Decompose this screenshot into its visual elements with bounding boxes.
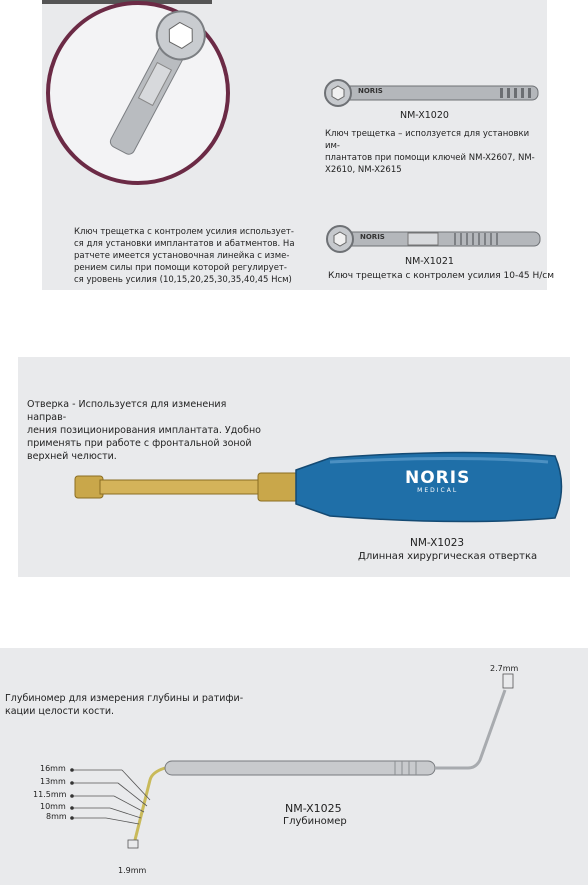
tip-top-label: 2.7mm <box>490 664 519 673</box>
product-code-x1023: NM-X1023 <box>410 537 465 549</box>
depth-gauge-description <box>5 692 265 718</box>
product-code-x1021: NM-X1021 <box>405 256 454 267</box>
tip-bottom-label: 1.9mm <box>118 866 147 875</box>
brand-sub: MEDICAL <box>417 487 459 494</box>
brand-name: NORIS <box>405 468 471 488</box>
ratchet-x1021-brand: NORIS <box>360 233 385 241</box>
ratchet-x1020-brand: NORIS <box>358 87 383 95</box>
x1020-desc-line: Ключ трещетка – исползуется для установки им- <box>325 129 530 151</box>
ratchet-desc-line: ся для установки имплантатов и абатментов. На <box>74 239 295 249</box>
screwdriver-desc-line: Отверка - Используется для изменения направ- <box>27 399 227 423</box>
ratchet-desc-line: ся уровень усилия (10,15,20,25,30,35,40,45 Нсм) <box>74 275 292 285</box>
x1020-desc-line: плантатов при помощи ключей NM-X2607, NM- <box>325 153 535 163</box>
mark-8mm: 8mm <box>46 812 67 821</box>
mark-13mm: 13mm <box>40 777 66 786</box>
ratchet-desc-line: рением силы при помощи которой регулирует- <box>74 263 287 273</box>
depth-gauge-desc-line: Глубиномер для измерения глубины и ратифи- <box>5 693 244 704</box>
mark-10mm: 10mm <box>40 802 66 811</box>
ratchet-desc-line: Ключ трещетка с контролем усилия использует- <box>74 227 294 237</box>
mark-11-5mm: 11.5mm <box>33 790 67 799</box>
depth-gauge-desc-line: кации целости кости. <box>5 706 115 717</box>
screwdriver-desc-line: ления позиционирования имплантата. Удобно <box>27 425 261 436</box>
depth-gauge-caption: Глубиномер <box>283 816 347 827</box>
product-code-x1025: NM-X1025 <box>285 802 342 815</box>
x1021-caption: Ключ трещетка с контролем усилия 10-45 Н/см <box>328 271 555 281</box>
product-code-x1020: NM-X1020 <box>400 110 449 121</box>
screwdriver-desc-line: верхней челюсти. <box>27 451 117 462</box>
mark-16mm: 16mm <box>40 764 66 773</box>
ratchet-desc-line: ратчете имеется установочная линейка с изме- <box>74 251 290 261</box>
screwdriver-desc-line: применять при работе с фронтальной зоной <box>27 438 252 449</box>
x1020-desc-line: X2610, NM-X2615 <box>325 165 402 175</box>
screwdriver-caption: Длинная хирургическая отвертка <box>358 551 538 562</box>
